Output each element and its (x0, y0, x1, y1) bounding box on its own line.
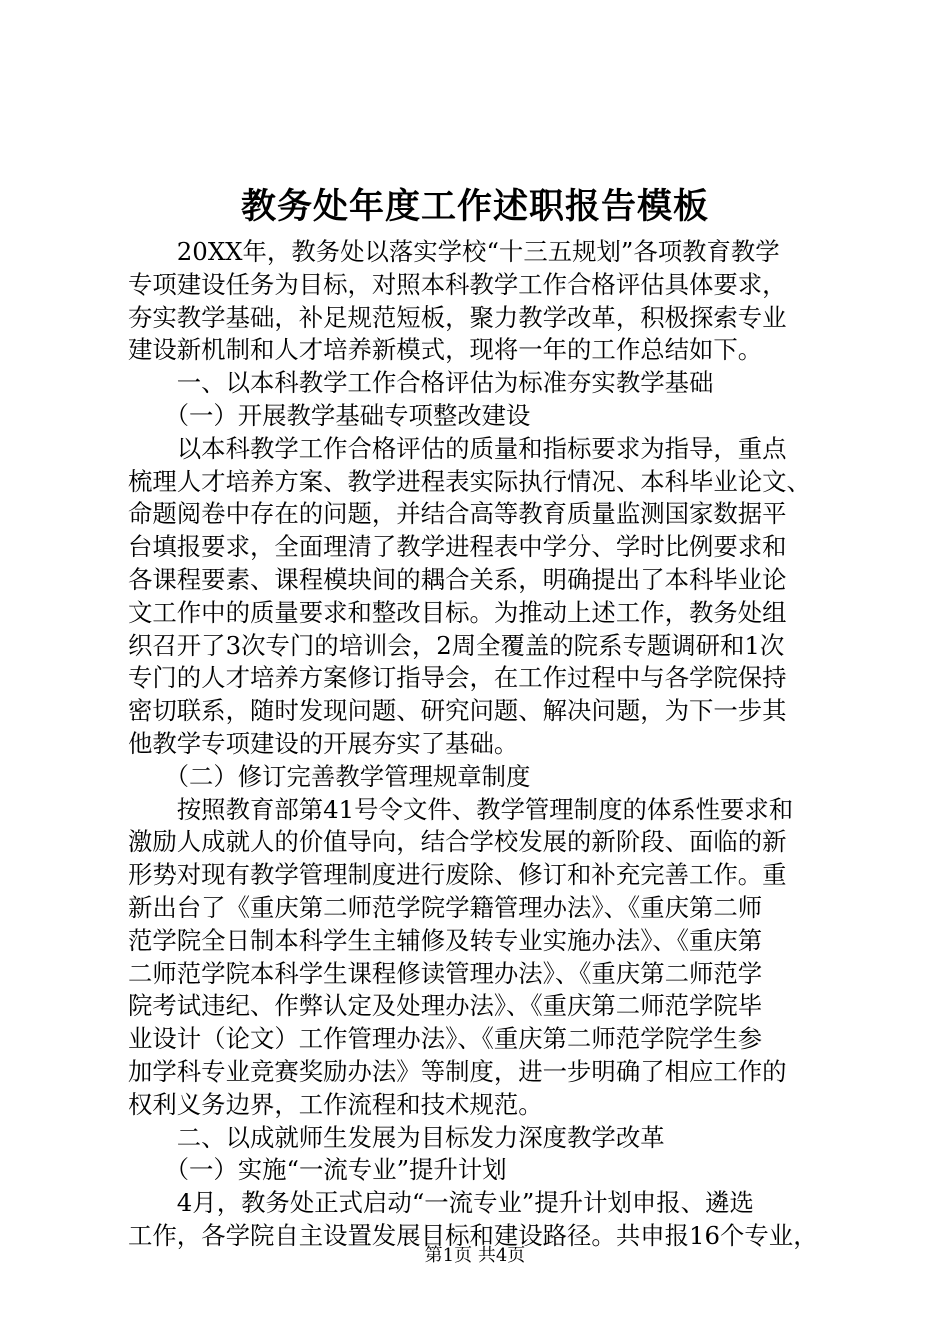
body-text-line: 一、以本科教学工作合格评估为标准夯实教学基础 (128, 368, 714, 398)
body-text-line: 夯实教学基础，补足规范短板，聚力教学改革，积极探索专业 (128, 302, 787, 332)
body-text-line: 按照教育部第41号令文件、教学管理制度的体系性要求和 (128, 794, 794, 824)
body-text-line: 4月，教务处正式启动“一流专业”提升计划申报、遴选 (128, 1188, 754, 1218)
body-text-line: 工作，各学院自主设置发展目标和建设路径。共申报16个专业， (128, 1220, 818, 1250)
body-text-line: 激励人成就人的价值导向，结合学校发展的新阶段、面临的新 (128, 827, 787, 857)
body-text-line: 业设计（论文）工作管理办法》、《重庆第二师范学院学生参 (128, 1024, 763, 1054)
body-text-line: 院考试违纪、作弊认定及处理办法》、《重庆第二师范学院毕 (128, 991, 763, 1021)
body-text-line: 专门的人才培养方案修订指导会，在工作过程中与各学院保持 (128, 663, 787, 693)
body-text-line: 权利义务边界，工作流程和技术规范。 (128, 1089, 543, 1119)
document-body (128, 236, 828, 1253)
body-text-line: 各课程要素、课程模块间的耦合关系，明确提出了本科毕业论 (128, 564, 787, 594)
body-text-line: 命题阅卷中存在的问题，并结合高等教育质量监测国家数据平 (128, 499, 787, 529)
body-text-line: 加学科专业竞赛奖励办法》等制度，进一步明确了相应工作的 (128, 1056, 787, 1086)
body-text-line: 建设新机制和人才培养新模式，现将一年的工作总结如下。 (128, 335, 763, 365)
document-title: 教务处年度工作述职报告模板 (240, 186, 709, 227)
body-text-line: 二师范学院本科学生课程修读管理办法》、《重庆第二师范学 (128, 958, 763, 988)
body-text-line: 20XX年，教务处以落实学校“十三五规划”各项教育教学 (128, 237, 780, 266)
body-text-line: 范学院全日制本科学生主辅修及转专业实施办法》、《重庆第 (128, 925, 763, 955)
body-text-line: 专项建设任务为目标，对照本科教学工作合格评估具体要求， (128, 269, 787, 299)
body-text-line: 台填报要求，全面理清了教学进程表中学分、学时比例要求和 (128, 532, 787, 562)
body-text-line: 织召开了3次专门的培训会，2周全覆盖的院系专题调研和1次 (128, 630, 785, 660)
body-text-line: 密切联系，随时发现问题、研究问题、解决问题，为下一步其 (128, 696, 787, 726)
body-text-line: 新出台了《重庆第二师范学院学籍管理办法》、《重庆第二师 (128, 892, 763, 922)
body-text-line: （一）实施“一流专业”提升计划 (128, 1155, 507, 1185)
body-text-line: 梳理人才培养方案、教学进程表实际执行情况、本科毕业论文、 (128, 466, 811, 496)
body-text-line: （一）开展教学基础专项整改建设 (128, 400, 531, 430)
page-footer: 第1页 共4页 (424, 1245, 526, 1266)
body-text-line: 文工作中的质量要求和整改目标。为推动上述工作，教务处组 (128, 597, 787, 627)
body-text-line: 二、以成就师生发展为目标发力深度教学改革 (128, 1122, 665, 1152)
body-text-line: 形势对现有教学管理制度进行废除、修订和补充完善工作。重 (128, 860, 787, 890)
body-text-line: 以本科教学工作合格评估的质量和指标要求为指导，重点 (128, 433, 787, 463)
body-text-line: （二）修订完善教学管理规章制度 (128, 761, 531, 791)
body-text-line: 他教学专项建设的开展夯实了基础。 (128, 728, 519, 758)
